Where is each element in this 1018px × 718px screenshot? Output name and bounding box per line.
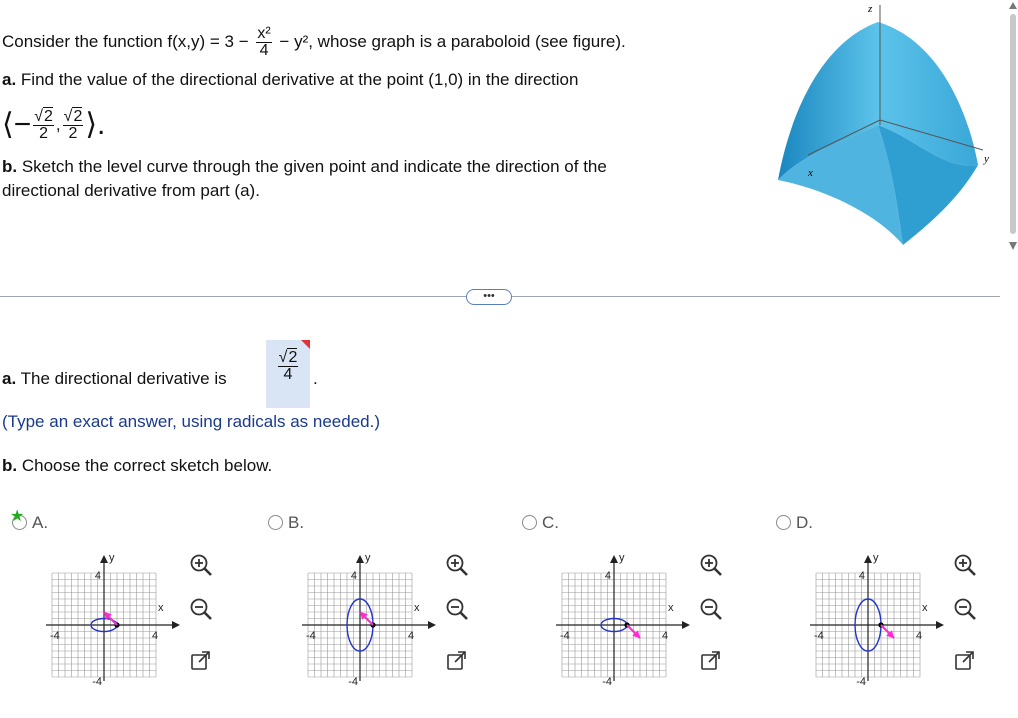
show-more-button[interactable]: •••: [466, 289, 512, 305]
scroll-thumb[interactable]: [1010, 14, 1016, 234]
paraboloid-figure: [768, 0, 1008, 250]
option-graph-3[interactable]: [796, 545, 956, 695]
answer-box[interactable]: [266, 340, 310, 408]
question-line-1: [2, 26, 626, 59]
scrollbar[interactable]: [1008, 0, 1018, 260]
magnifier-handle: [715, 613, 722, 620]
popout-icon[interactable]: [444, 648, 470, 674]
x-axis-arrow-icon: [682, 621, 690, 629]
magnifier-handle: [969, 569, 976, 576]
x-axis-label: x: [158, 602, 164, 614]
scroll-down-icon[interactable]: [1009, 242, 1017, 250]
zoom-in-icon[interactable]: [952, 552, 978, 578]
popout-arrow: [709, 652, 719, 662]
magnifier-handle: [715, 569, 722, 576]
scroll-up-icon[interactable]: [1009, 2, 1017, 9]
y-max-tick: 4: [94, 570, 101, 582]
option-label-2[interactable]: C.: [542, 513, 559, 532]
y-axis-arrow-icon: [100, 555, 108, 563]
x-max-tick: 4: [408, 630, 415, 642]
option-label-1[interactable]: B.: [288, 513, 305, 532]
answer-part-a: a. The directional derivative is: [2, 369, 227, 388]
x-min-tick: -4: [50, 630, 60, 642]
popout-arrow: [199, 652, 209, 662]
option-radio-2[interactable]: [522, 515, 537, 530]
zoom-in-icon[interactable]: [698, 552, 724, 578]
direction-vector: ⟨− $\frac{√2}{2}$ , $\frac{√2}{2}$ ⟩.: [2, 107, 106, 142]
magnifier-handle: [969, 613, 976, 620]
option-graph-0[interactable]: [32, 545, 192, 695]
y-max-tick: 4: [604, 570, 611, 582]
dir-component-1: $\frac{√2}{2}$: [34, 107, 53, 142]
magnifier-handle: [461, 569, 468, 576]
question-part-a: a. Find the value of the directional derivative at the point (1,0) in the direction: [2, 70, 579, 89]
incorrect-flag-icon: [301, 340, 310, 349]
y-axis-label: y: [365, 552, 371, 564]
x-axis-label: x: [922, 602, 928, 614]
question-intro-after: − y², whose graph is a paraboloid (see figure).: [279, 31, 626, 51]
x-min-tick: -4: [560, 630, 570, 642]
option-graph-1[interactable]: [288, 545, 448, 695]
question-part-b: b. Sketch the level curve through the given point and indicate the direction of the: [2, 157, 607, 176]
x-max-tick: 4: [916, 630, 923, 642]
y-axis-arrow-icon: [864, 555, 872, 563]
x-squared-over-4: $\frac{\text{x²}}{4}$: [257, 25, 271, 59]
zoom-out-icon[interactable]: [188, 596, 214, 622]
popout-arrow: [455, 652, 465, 662]
answer-period: .: [313, 369, 318, 388]
answer-part-b: b. Choose the correct sketch below.: [2, 456, 273, 475]
popout-arrow: [963, 652, 973, 662]
option-label-0[interactable]: A.: [32, 513, 49, 532]
y-axis-label: y: [109, 552, 115, 564]
x-axis-label: x: [668, 602, 674, 614]
option-label-3[interactable]: D.: [796, 513, 813, 532]
zoom-in-icon[interactable]: [188, 552, 214, 578]
popout-icon[interactable]: [188, 648, 214, 674]
option-graph-2[interactable]: [542, 545, 702, 695]
zoom-out-icon[interactable]: [698, 596, 724, 622]
popout-icon[interactable]: [698, 648, 724, 674]
zoom-in-icon[interactable]: [444, 552, 470, 578]
x-axis-arrow-icon: [172, 621, 180, 629]
x-axis-arrow-icon: [428, 621, 436, 629]
answer-hint: (Type an exact answer, using radicals as needed.): [2, 412, 380, 431]
y-axis-label-3d: y: [984, 153, 989, 165]
y-min-tick: -4: [602, 676, 612, 688]
y-axis-arrow-icon: [356, 555, 364, 563]
x-max-tick: 4: [662, 630, 669, 642]
zoom-out-icon[interactable]: [444, 596, 470, 622]
y-axis-label: y: [873, 552, 879, 564]
y-axis-label: y: [619, 552, 625, 564]
x-axis-label-3d: x: [808, 167, 813, 179]
magnifier-handle: [205, 569, 212, 576]
option-radio-3[interactable]: [776, 515, 791, 530]
option-radio-1[interactable]: [268, 515, 283, 530]
y-min-tick: -4: [348, 676, 358, 688]
magnifier-handle: [205, 613, 212, 620]
magnifier-handle: [461, 613, 468, 620]
y-min-tick: -4: [856, 676, 866, 688]
question-part-b-line2: directional derivative from part (a).: [2, 181, 260, 200]
x-min-tick: -4: [814, 630, 824, 642]
y-max-tick: 4: [350, 570, 357, 582]
y-axis-arrow-icon: [610, 555, 618, 563]
x-max-tick: 4: [152, 630, 159, 642]
y-max-tick: 4: [858, 570, 865, 582]
x-axis-arrow-icon: [936, 621, 944, 629]
z-axis-label: z: [868, 3, 873, 15]
y-min-tick: -4: [92, 676, 102, 688]
dir-component-2: $\frac{√2}{2}$: [63, 107, 83, 142]
x-axis-label: x: [414, 602, 420, 614]
question-intro: Consider the function f(x,y) = 3 −: [2, 31, 249, 51]
zoom-out-icon[interactable]: [952, 596, 978, 622]
popout-icon[interactable]: [952, 648, 978, 674]
x-min-tick: -4: [306, 630, 316, 642]
answer-fraction: $\frac{√2}{4}$: [278, 349, 298, 383]
correct-star-icon: ★: [10, 508, 25, 525]
